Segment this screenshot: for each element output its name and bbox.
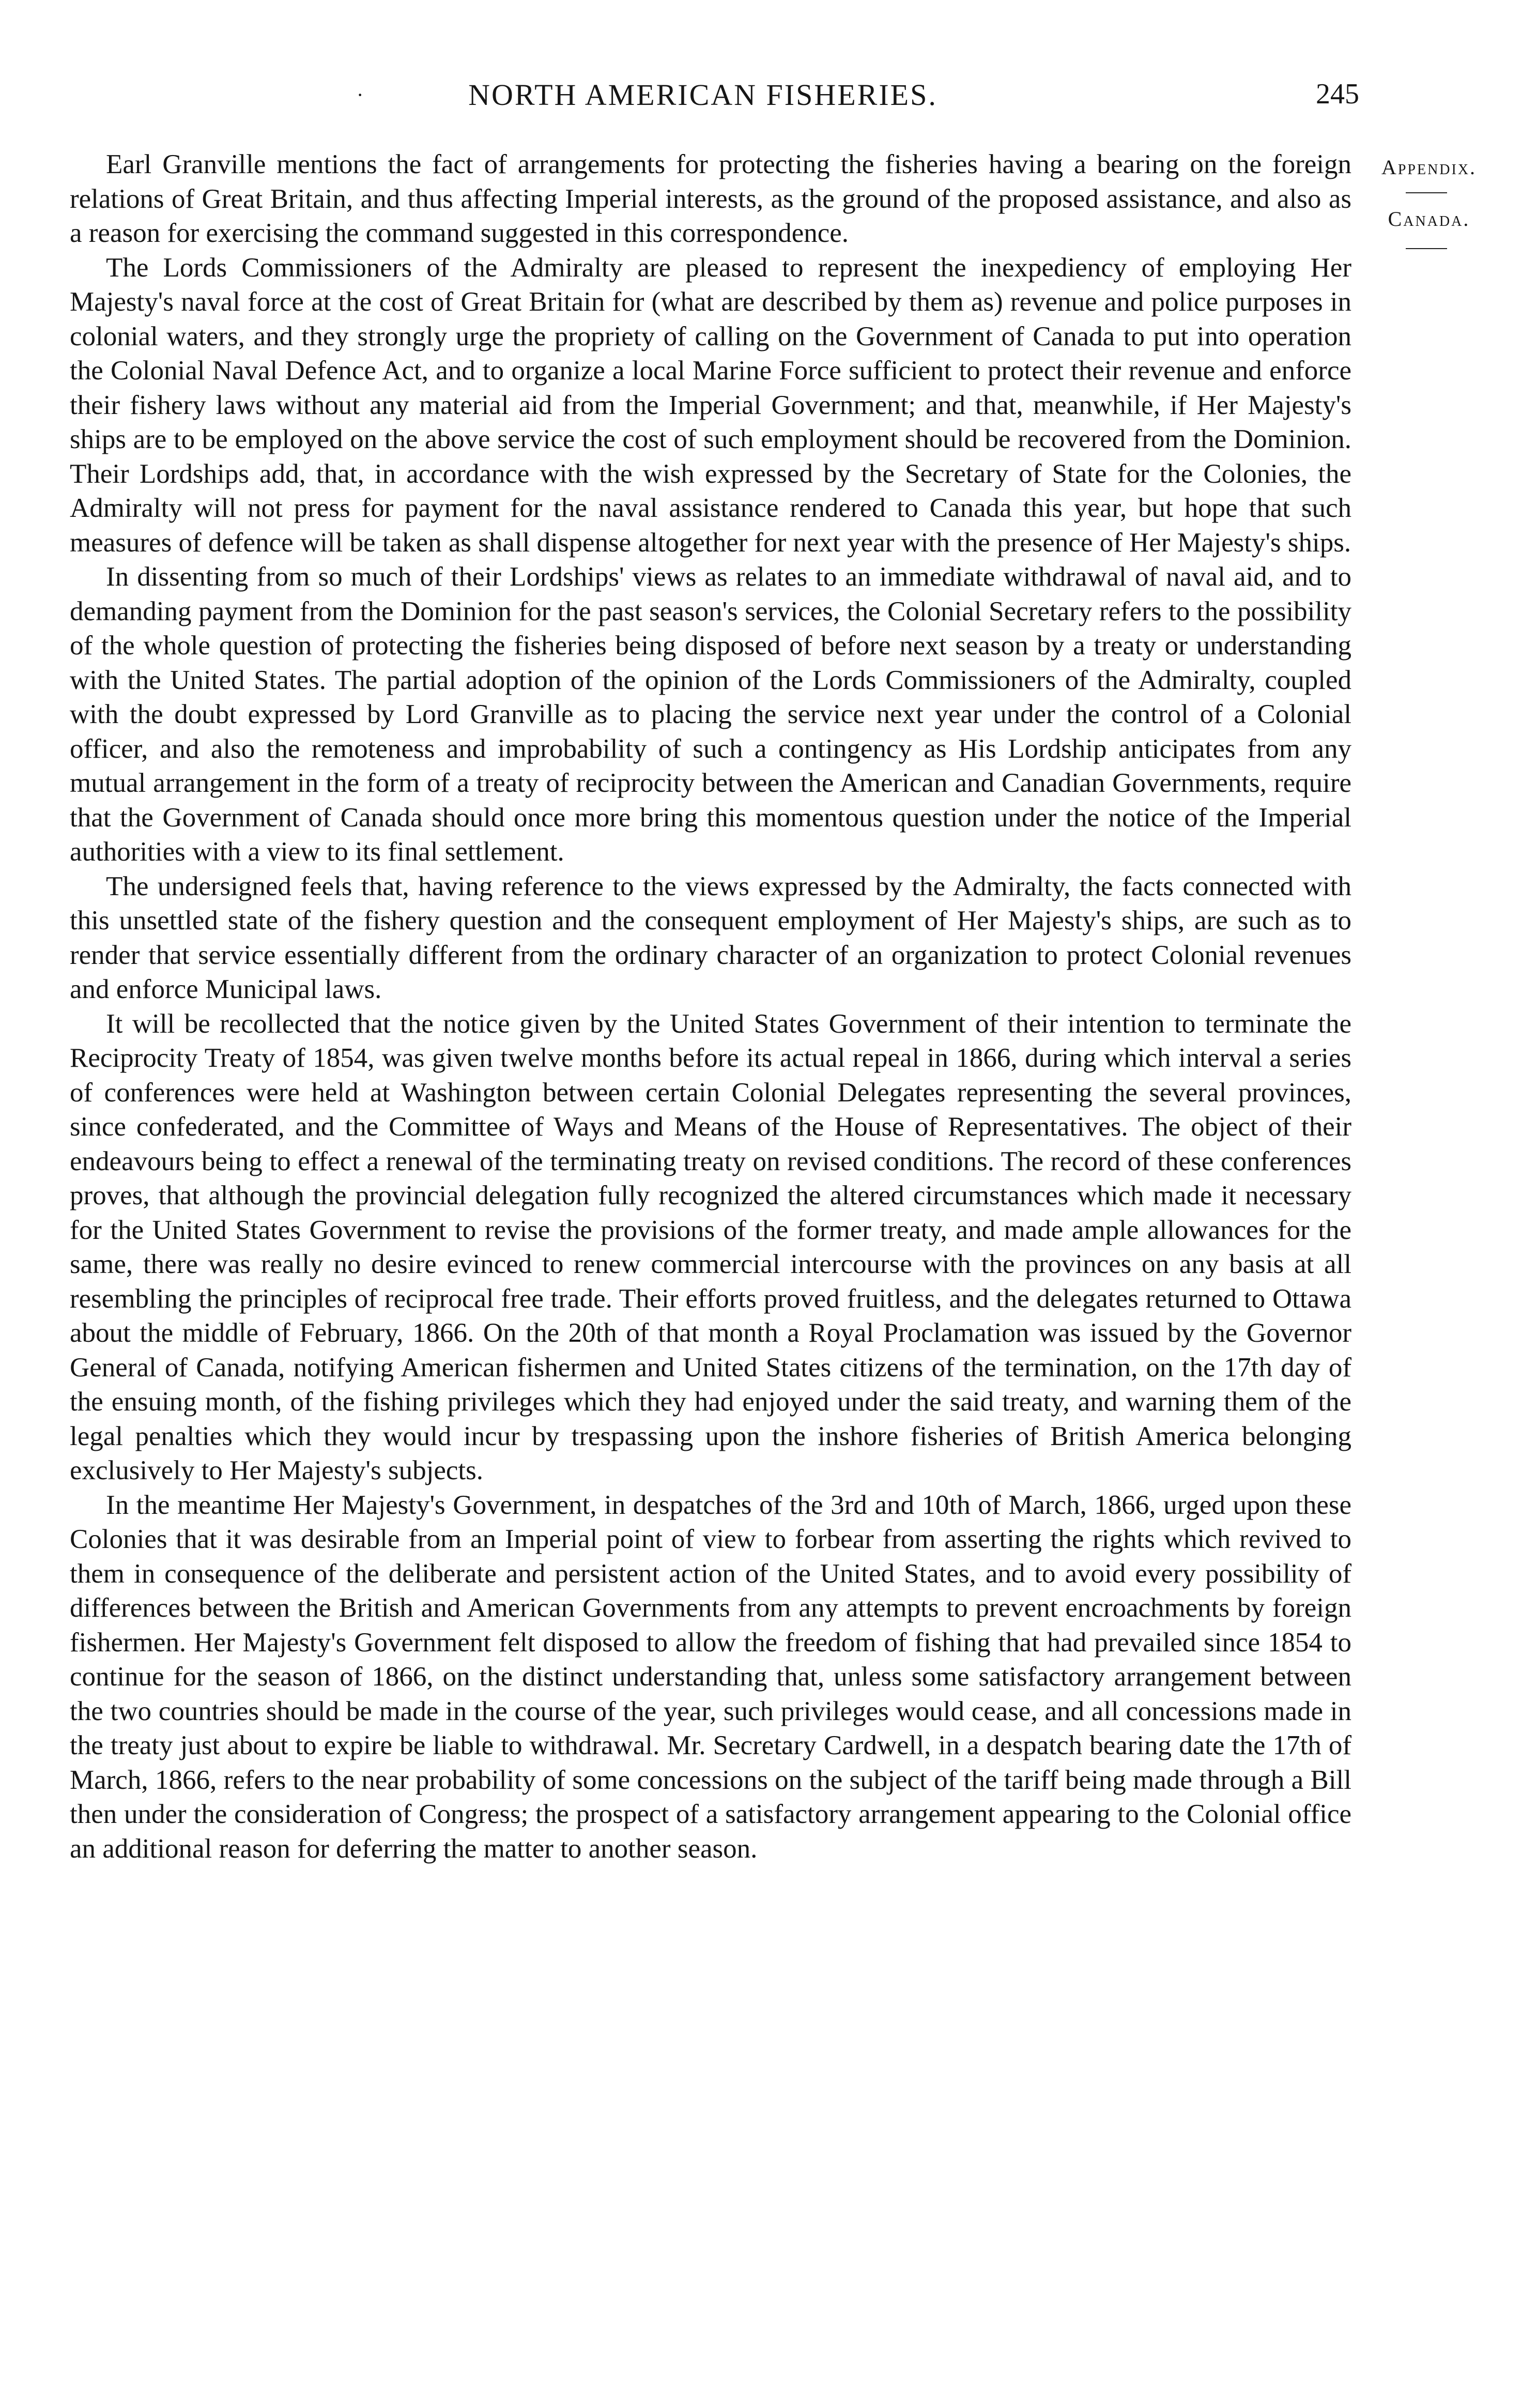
paragraph: The Lords Commissioners of the Admiralty are pleased to represent the inexpediency of employing Her Majesty's naval force at the cost of Great Britain for (what are described by them as) revenue and police purposes in colonial waters, and they strongly urge the propriety of calling on the Government of Canada to put into operation the Colonial Naval Defence Act, and to organize a local Marine Force sufficient to protect their revenue and enforce their fishery laws without any material aid from the Imperial Government; and that, meanwhile, if Her Majesty's ships are to be employed on the above service the cost of such employment should be recovered from the Dominion. Their Lordships add, that, in accordance with the wish expressed by the Secretary of State for the Colonies, the Admiralty will not press for payment for the naval assistance rendered to Canada this year, but hope that such measures of defence will be taken as shall dispense altogether for next year with the presence of Her Majesty's ships. [70,252,1351,558]
page-number: 245 [1316,78,1359,110]
running-head-title: NORTH AMERICAN FISHERIES. [468,78,937,112]
paragraph: In dissenting from so much of their Lordships' views as relates to an immediate withdrawal of naval aid, and to demanding payment from the Dominion for the past season's services, the Colonial Secretary refers to the possibility of the whole question of protecting the fisheries being disposed of before next season by a treaty or understanding with the United States. The partial adoption of the opinion of the Lords Commissioners of the Admiralty, coupled with the doubt expressed by Lord Granville as to placing the service next year under the control of a Colonial officer, and also the remoteness and improbability of such a contingency as His Lordship anticipates from any mutual arrangement in the form of a treaty of reciprocity between the American and Canadian Governments, require that the Government of Canada should once more bring this momentous question under the notice of the Imperial authorities with a view to its final settlement. [70,562,1351,867]
margin-rule [1406,248,1447,249]
paragraph: In the meantime Her Majesty's Government, in despatches of the 3rd and 10th of March, 1866, urged upon these Colonies that it was desirable from an Imperial point of view to forbear from asserting the rights which revived to them in consequence of the deliberate and persistent action of the United States, and to avoid every possibility of differences between the British and American Governments from any attempts to prevent encroachments by foreign fishermen. Her Majesty's Government felt disposed to allow the freedom of fishing that had prevailed since 1854 to continue for the season of 1866, on the distinct understanding that, unless some satisfactory arrangement between the two countries should be made in the course of the year, such privileges would cease, and all concessions made in the treaty just about to expire be liable to withdrawal. Mr. Secretary Cardwell, in a despatch bearing date the 17th of March, 1866, refers to the near probability of some concessions on the subject of the tariff being made through a Bill then under the consideration of Congress; the prospect of a satisfactory arrangement appearing to the Colonial office an additional reason for deferring the matter to another season. [70,1490,1351,1864]
paragraph: Earl Granville mentions the fact of arrangements for protecting the fisheries having a bearing on the foreign relations of Great Britain, and thus affecting Imperial interests, as the ground of the proposed assistance, and also as a reason for exercising the command suggested in this correspondence. [70,149,1351,248]
paragraph: The undersigned feels that, having reference to the views expressed by the Admiralty, the facts connected with this unsettled state of the fishery question and the consequent employment of Her Majesty's ships, are such as to render that service essentially different from the ordinary character of an organization to protect Colonial revenues and enforce Municipal laws. [70,871,1351,1004]
stray-print-mark: · [357,83,364,106]
body-text [70,147,1351,1866]
margin-rule [1406,192,1447,193]
margin-note-appendix: Appendix. [1381,156,1477,179]
margin-note-canada: Canada. [1388,207,1470,231]
paragraph: It will be recollected that the notice given by the United States Government of their intention to terminate the Reciprocity Treaty of 1854, was given twelve months before its actual repeal in 1866, during which interval a series of conferences were held at Washington between certain Colonial Delegates representing the several provinces, since confederated, and the Committee of Ways and Means of the House of Representatives. The object of their endeavours being to effect a renewal of the terminating treaty on revised conditions. The record of these conferences proves, that although the provincial delegation fully recognized the altered circumstances which made it necessary for the United States Government to revise the provisions of the former treaty, and made ample allowances for the same, there was really no desire evinced to renew commercial intercourse with the provinces on any basis at all resembling the principles of reciprocal free trade. Their efforts proved fruitless, and the delegates returned to Ottawa about the middle of February, 1866. On the 20th of that month a Royal Proclamation was issued by the Governor General of Canada, notifying American fishermen and United States citizens of the termination, on the 17th day of the ensuing month, of the fishing privileges which they had enjoyed under the said treaty, and warning them of the legal penalties which they would incur by trespassing upon the inshore fisheries of British America belonging exclusively to Her Majesty's subjects. [70,1008,1351,1485]
